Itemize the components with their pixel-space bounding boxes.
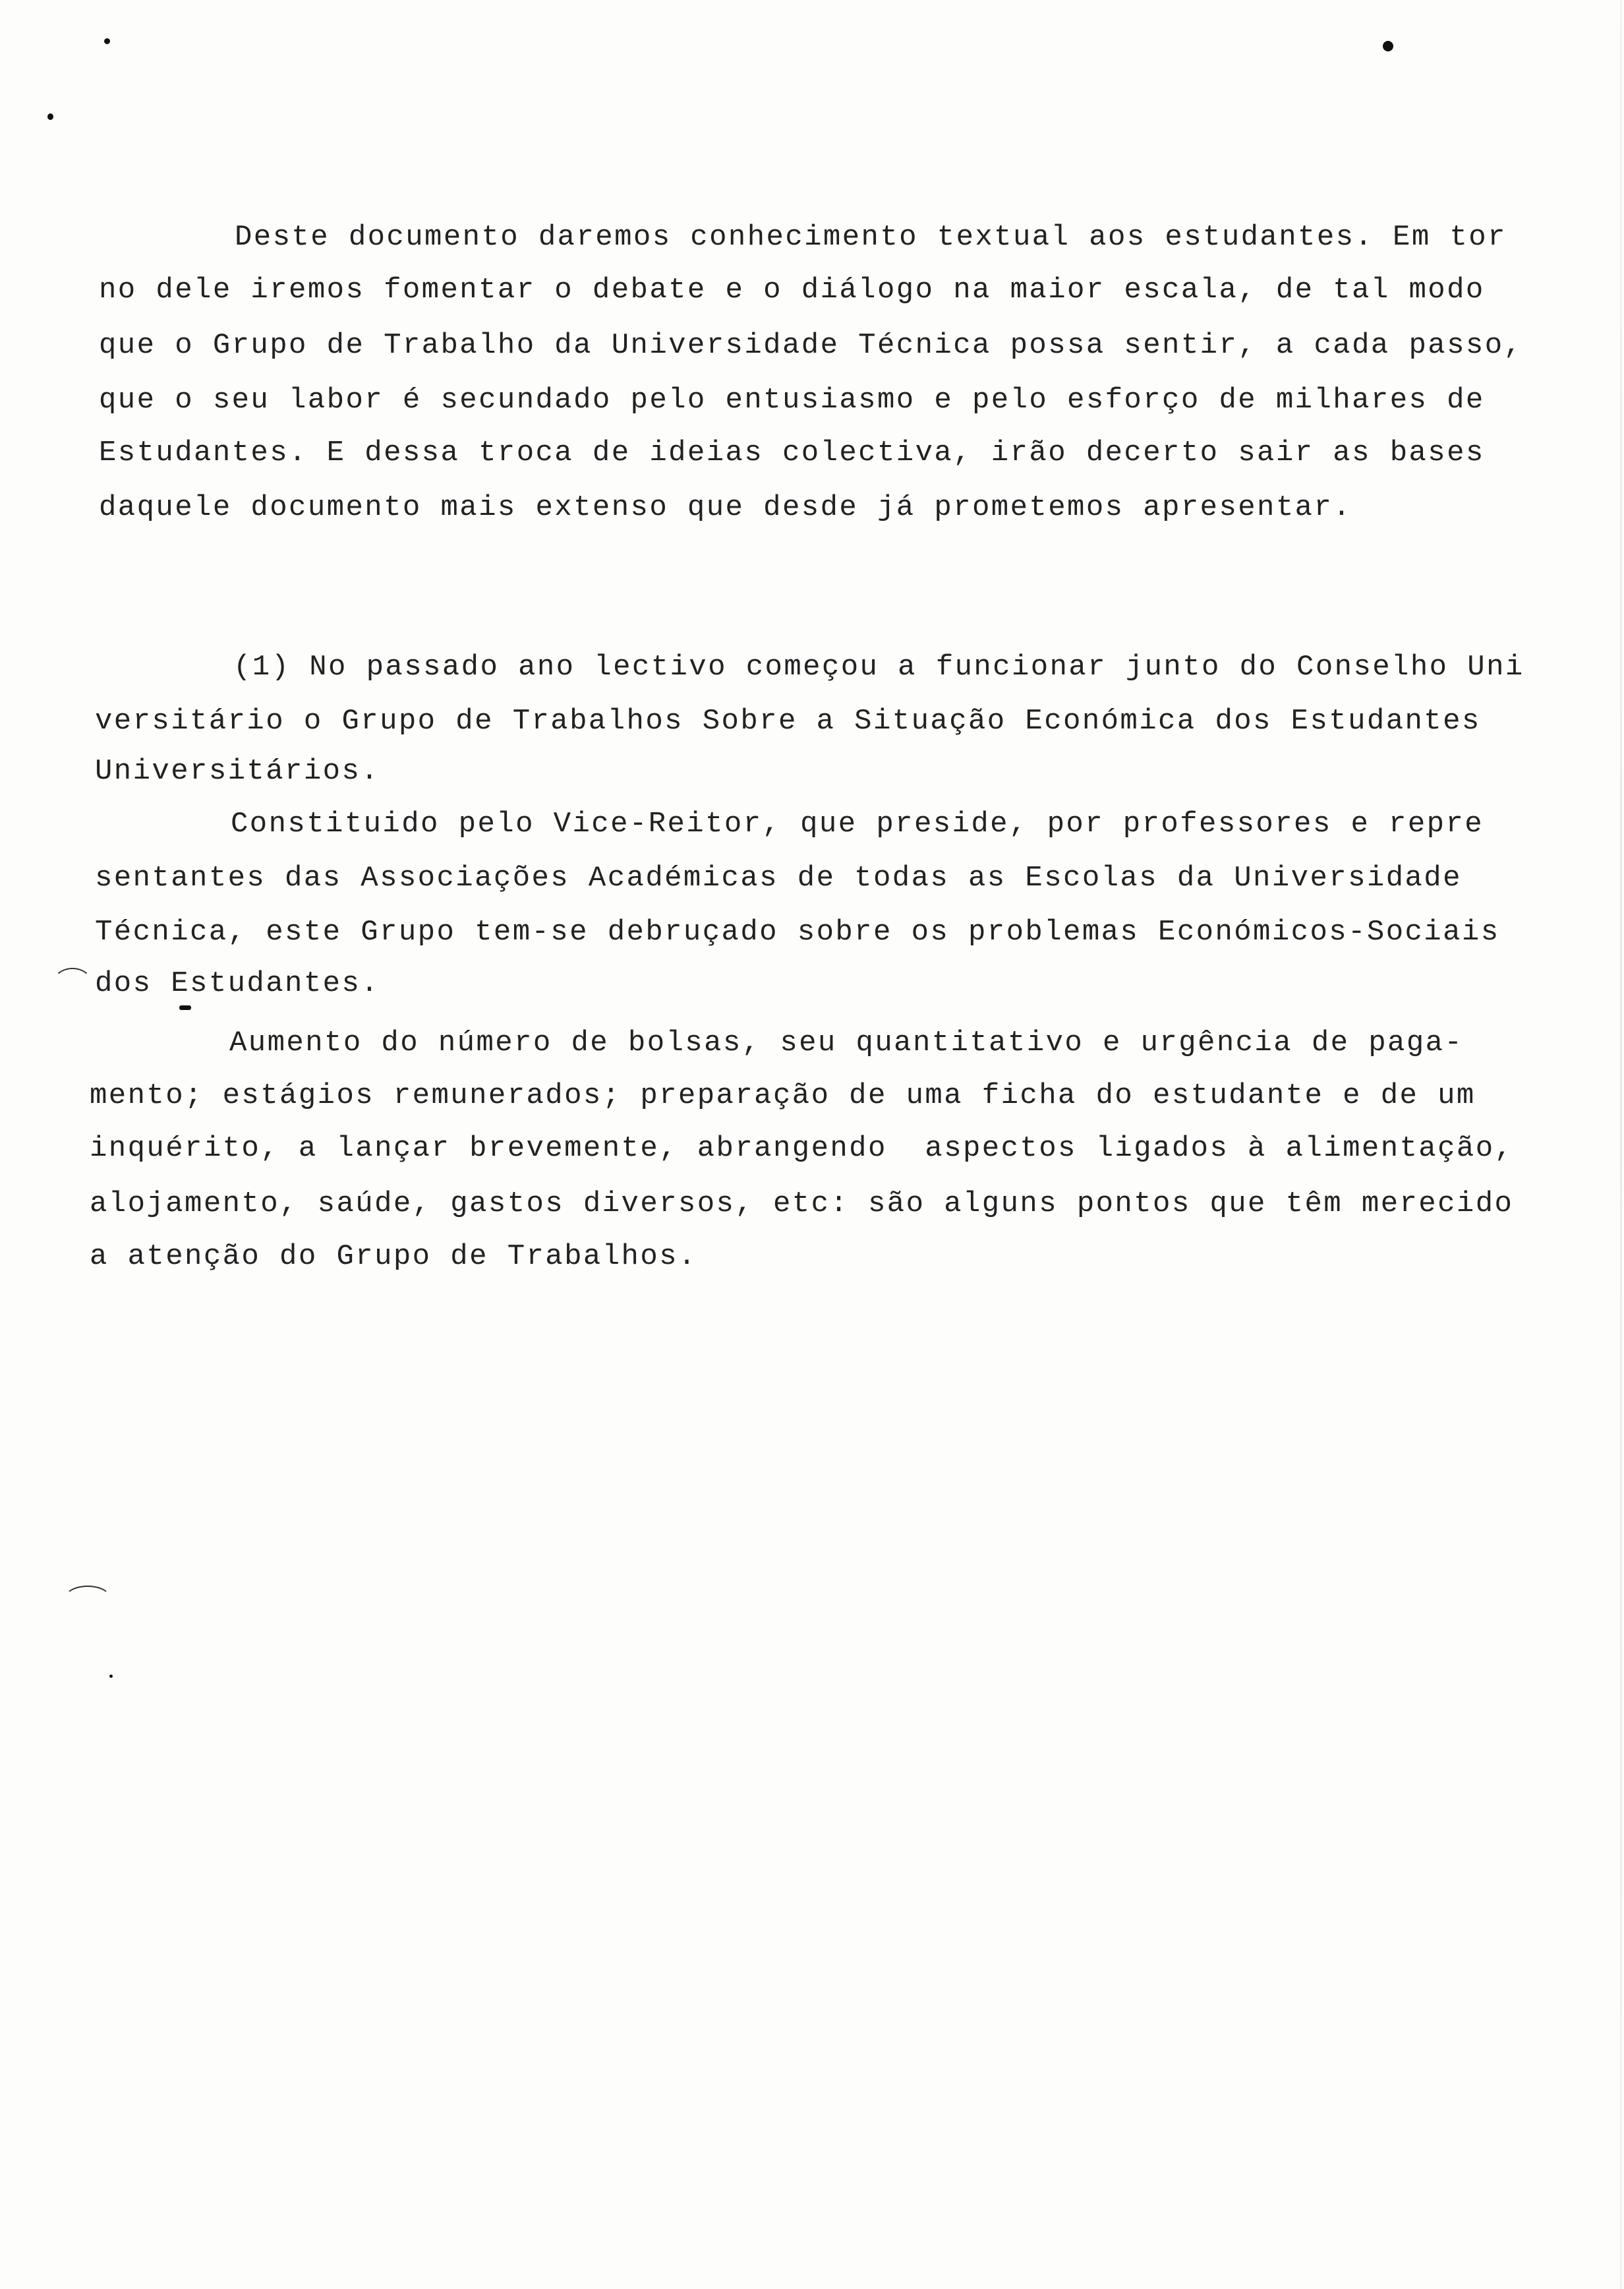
text-line: que o Grupo de Trabalho da Universidade Técnica possa sentir, a cada passo, xyxy=(99,329,1523,362)
text-line: versitário o Grupo de Trabalhos Sobre a Situação Económica dos Estudantes xyxy=(95,705,1481,738)
text-line: a atenção do Grupo de Trabalhos. xyxy=(90,1240,697,1273)
ink-speck xyxy=(109,1675,113,1678)
text-line: no dele iremos fomentar o debate e o diálogo na maior escala, de tal modo xyxy=(99,274,1485,307)
scan-edge xyxy=(1620,0,1622,2289)
text-line: Estudantes. E dessa troca de ideias colectiva, irão decerto sair as bases xyxy=(99,436,1485,469)
ink-speck xyxy=(179,1005,191,1010)
text-line: (1) No passado ano lectivo começou a funcionar junto do Conselho Uni xyxy=(233,651,1524,684)
text-line: Aumento do número de bolsas, seu quantitativo e urgência de paga- xyxy=(229,1026,1464,1059)
text-line: dos Estudantes. xyxy=(95,967,380,1000)
text-line: mento; estágios remunerados; preparação de uma ficha do estudante e de um xyxy=(90,1079,1476,1112)
text-line: daquele documento mais extenso que desde já prometemos apresentar. xyxy=(99,491,1352,524)
text-line: Deste documento daremos conhecimento textual aos estudantes. Em tor xyxy=(235,221,1507,254)
text-line: Técnica, este Grupo tem-se debruçado sobre os problemas Económicos-Sociais xyxy=(95,916,1500,949)
text-line: Universitários. xyxy=(95,755,380,788)
text-line: Constituido pelo Vice-Reitor, que preside, por professores e repre xyxy=(231,808,1484,841)
ink-speck xyxy=(1383,41,1393,51)
text-line: inquérito, a lançar brevemente, abrangendo aspectos ligados à alimentação, xyxy=(90,1132,1514,1165)
pen-mark xyxy=(53,968,92,999)
pen-mark xyxy=(63,1586,112,1615)
text-line: que o seu labor é secundado pelo entusiasmo e pelo esforço de milhares de xyxy=(99,384,1485,417)
ink-speck xyxy=(104,38,110,44)
ink-speck xyxy=(47,113,53,120)
text-line: sentantes das Associações Académicas de todas as Escolas da Universidade xyxy=(95,862,1462,895)
text-line: alojamento, saúde, gastos diversos, etc: são alguns pontos que têm merecido xyxy=(90,1187,1514,1220)
